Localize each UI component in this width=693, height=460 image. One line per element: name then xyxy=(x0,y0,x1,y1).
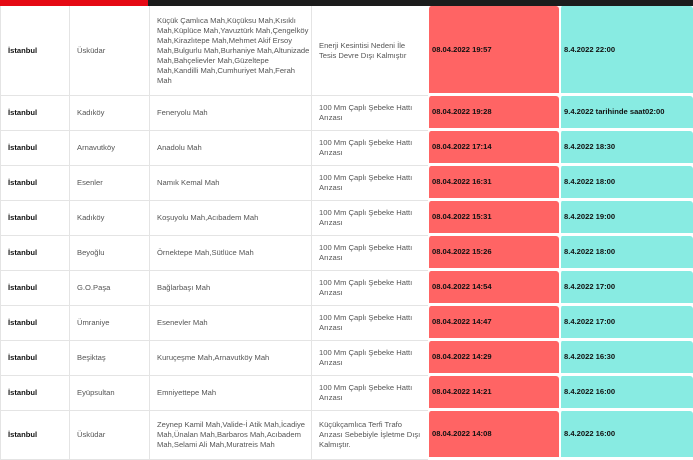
table-row xyxy=(0,236,693,271)
end-time-cell: 8.4.2022 17:00 xyxy=(559,306,693,341)
neighborhoods-cell: Esenevler Mah xyxy=(149,306,311,341)
start-time-cell: 08.04.2022 15:31 xyxy=(428,201,559,236)
reason-cell: 100 Mm Çaplı Şebeke Hattı Arızası xyxy=(311,376,428,411)
table-row xyxy=(0,201,693,236)
neighborhoods-cell: Emniyettepe Mah xyxy=(149,376,311,411)
reason-cell: Enerji Kesintisi Nedeni İle Tesis Devre Dışı Kalmıştır xyxy=(311,6,428,96)
city-cell: İstanbul xyxy=(0,6,69,96)
start-time-cell: 08.04.2022 14:08 xyxy=(428,411,559,460)
reason-cell: 100 Mm Çaplı Şebeke Hattı Arızası xyxy=(311,271,428,306)
start-time-cell: 08.04.2022 19:57 xyxy=(428,6,559,96)
neighborhoods-cell: Feneryolu Mah xyxy=(149,96,311,131)
start-time-cell: 08.04.2022 19:28 xyxy=(428,96,559,131)
city-cell: İstanbul xyxy=(0,201,69,236)
city-cell: İstanbul xyxy=(0,376,69,411)
end-time-cell: 8.4.2022 16:00 xyxy=(559,376,693,411)
end-time-cell: 8.4.2022 17:00 xyxy=(559,271,693,306)
reason-cell: 100 Mm Çaplı Şebeke Hattı Arızası xyxy=(311,341,428,376)
district-cell: Üsküdar xyxy=(69,6,149,96)
table-row xyxy=(0,376,693,411)
district-cell: Kadıköy xyxy=(69,96,149,131)
table-row xyxy=(0,271,693,306)
end-time-cell: 8.4.2022 16:00 xyxy=(559,411,693,460)
start-time-cell: 08.04.2022 17:14 xyxy=(428,131,559,166)
city-cell: İstanbul xyxy=(0,341,69,376)
city-cell: İstanbul xyxy=(0,271,69,306)
reason-cell: 100 Mm Çaplı Şebeke Hattı Arızası xyxy=(311,131,428,166)
district-cell: Arnavutköy xyxy=(69,131,149,166)
city-cell: İstanbul xyxy=(0,306,69,341)
table-row xyxy=(0,341,693,376)
district-cell: Esenler xyxy=(69,166,149,201)
end-time-cell: 8.4.2022 19:00 xyxy=(559,201,693,236)
reason-cell: 100 Mm Çaplı Şebeke Hattı Arızası xyxy=(311,166,428,201)
district-cell: Kadıköy xyxy=(69,201,149,236)
end-time-cell: 8.4.2022 16:30 xyxy=(559,341,693,376)
reason-cell: Küçükçamlıca Terfi Trafo Arızası Sebebiyle İşletme Dışı Kalmıştır. xyxy=(311,411,428,460)
start-time-cell: 08.04.2022 14:29 xyxy=(428,341,559,376)
table-row xyxy=(0,166,693,201)
end-time-cell: 8.4.2022 18:30 xyxy=(559,131,693,166)
neighborhoods-cell: Bağlarbaşı Mah xyxy=(149,271,311,306)
city-cell: İstanbul xyxy=(0,131,69,166)
reason-cell: 100 Mm Çaplı Şebeke Hattı Arızası xyxy=(311,306,428,341)
city-cell: İstanbul xyxy=(0,236,69,271)
end-time-cell: 9.4.2022 tarihinde saat02:00 xyxy=(559,96,693,131)
end-time-cell: 8.4.2022 18:00 xyxy=(559,166,693,201)
table-row xyxy=(0,411,693,460)
district-cell: Beyoğlu xyxy=(69,236,149,271)
district-cell: Üsküdar xyxy=(69,411,149,460)
reason-cell: 100 Mm Çaplı Şebeke Hattı Arızası xyxy=(311,96,428,131)
end-time-cell: 8.4.2022 22:00 xyxy=(559,6,693,96)
start-time-cell: 08.04.2022 14:21 xyxy=(428,376,559,411)
start-time-cell: 08.04.2022 14:54 xyxy=(428,271,559,306)
district-cell: Eyüpsultan xyxy=(69,376,149,411)
outage-table-container xyxy=(0,6,693,460)
start-time-cell: 08.04.2022 16:31 xyxy=(428,166,559,201)
start-time-cell: 08.04.2022 15:26 xyxy=(428,236,559,271)
start-time-cell: 08.04.2022 14:47 xyxy=(428,306,559,341)
city-cell: İstanbul xyxy=(0,96,69,131)
neighborhoods-cell: Kuruçeşme Mah,Arnavutköy Mah xyxy=(149,341,311,376)
neighborhoods-cell: Örnektepe Mah,Sütlüce Mah xyxy=(149,236,311,271)
neighborhoods-cell: Anadolu Mah xyxy=(149,131,311,166)
neighborhoods-cell: Koşuyolu Mah,Acıbadem Mah xyxy=(149,201,311,236)
neighborhoods-cell: Namık Kemal Mah xyxy=(149,166,311,201)
table-row xyxy=(0,96,693,131)
district-cell: Ümraniye xyxy=(69,306,149,341)
district-cell: Beşiktaş xyxy=(69,341,149,376)
reason-cell: 100 Mm Çaplı Şebeke Hattı Arızası xyxy=(311,201,428,236)
city-cell: İstanbul xyxy=(0,166,69,201)
reason-cell: 100 Mm Çaplı Şebeke Hattı Arızası xyxy=(311,236,428,271)
table-row xyxy=(0,306,693,341)
end-time-cell: 8.4.2022 18:00 xyxy=(559,236,693,271)
city-cell: İstanbul xyxy=(0,411,69,460)
district-cell: G.O.Paşa xyxy=(69,271,149,306)
neighborhoods-cell: Zeynep Kamil Mah,Valide-İ Atik Mah,İcadiye Mah,Ünalan Mah,Barbaros Mah,Acıbadem Mah,Selami Ali Mah,Muratreis Mah xyxy=(149,411,311,460)
neighborhoods-cell: Küçük Çamlıca Mah,Küçüksu Mah,Kısıklı Mah,Küplüce Mah,Yavuztürk Mah,Çengelköy Mah,Kirazlıtepe Mah,Mehmet Akif Ersoy Mah,Bulgurlu Mah,Burhaniye Mah,Altunizade Mah,Bahçelievler Mah,Güzeltepe Mah,Kandilli Mah,Cumhuriyet Mah,Ferah Mah xyxy=(149,6,311,96)
table-row xyxy=(0,131,693,166)
outage-table xyxy=(0,6,693,460)
table-row xyxy=(0,6,693,96)
